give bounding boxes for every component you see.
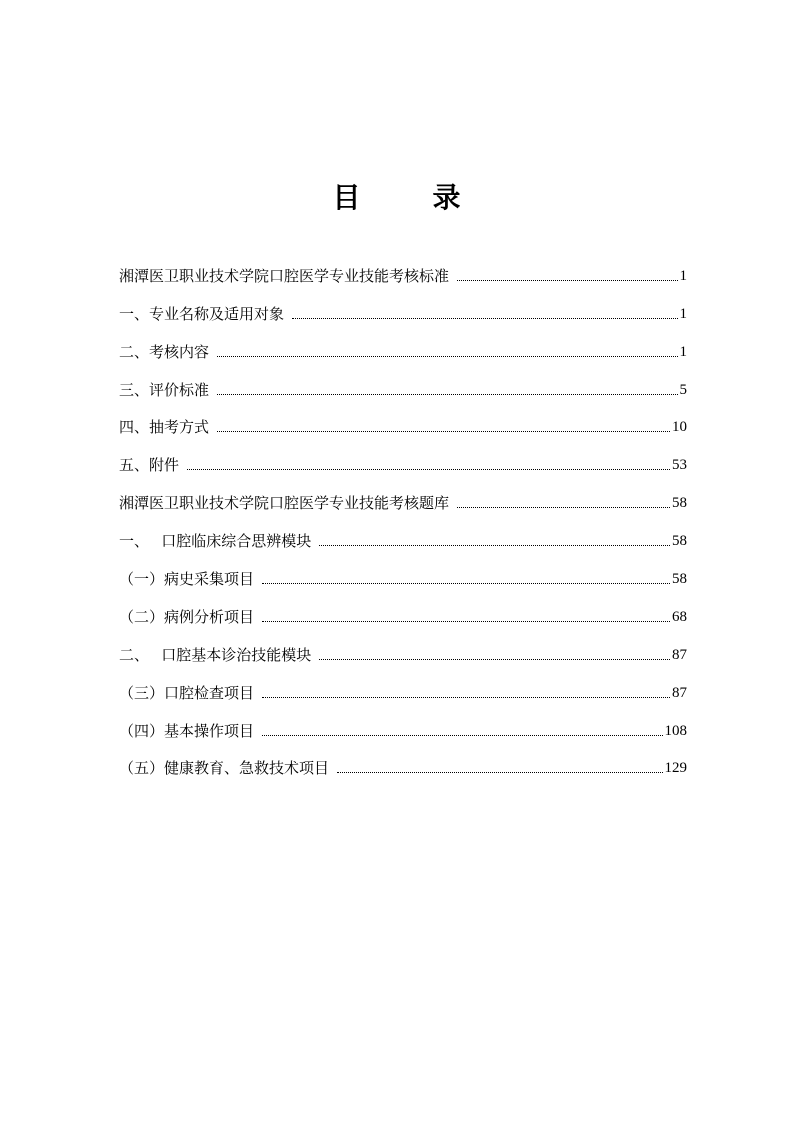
dot-leader (262, 697, 670, 698)
toc-entry-text: （二）病例分析项目 (119, 607, 255, 626)
toc-entry-text: 湘潭医卫职业技术学院口腔医学专业技能考核标准 (119, 266, 450, 285)
toc-page-number: 5 (679, 381, 687, 398)
toc-entry-text: 三、评价标准 (119, 380, 210, 399)
toc-entry-text: 二、考核内容 (119, 342, 210, 361)
toc-entry[interactable] (119, 253, 687, 291)
toc-entry[interactable] (119, 291, 687, 329)
dot-leader (457, 507, 670, 508)
toc-entry[interactable] (119, 405, 687, 443)
toc-entry-text: （一）病史采集项目 (119, 570, 255, 589)
dot-leader (292, 318, 677, 319)
toc-page-number: 87 (672, 684, 687, 701)
toc-page-number: 58 (672, 495, 687, 512)
toc-page-number: 58 (672, 571, 687, 588)
toc-entry[interactable] (119, 594, 687, 632)
dot-leader (262, 621, 670, 622)
toc-page-number: 53 (672, 457, 687, 474)
dot-leader (217, 431, 670, 432)
toc-entry-text: （三）口腔检查项目 (119, 683, 255, 702)
dot-leader (217, 394, 677, 395)
toc-entry-text: （四）基本操作项目 (119, 721, 255, 740)
toc-page-number: 129 (664, 760, 687, 777)
toc-title: 目 录 (332, 181, 483, 214)
toc-page-number: 10 (672, 419, 687, 436)
dot-leader (319, 545, 670, 546)
toc-page-number: 1 (679, 343, 687, 360)
dot-leader (217, 356, 677, 357)
toc-entry-text: 四、抽考方式 (119, 418, 210, 437)
toc-entry[interactable] (119, 670, 687, 708)
toc-entry[interactable] (119, 708, 687, 746)
toc-page-number: 68 (672, 608, 687, 625)
toc-entry[interactable] (119, 367, 687, 405)
toc-entry[interactable] (119, 329, 687, 367)
toc-entry[interactable] (119, 480, 687, 518)
dot-leader (319, 659, 670, 660)
toc-entry-text: 一、专业名称及适用对象 (119, 304, 285, 323)
toc-list (119, 253, 687, 783)
toc-entry[interactable] (119, 746, 687, 784)
toc-entry[interactable] (119, 442, 687, 480)
toc-page-number: 58 (672, 533, 687, 550)
toc-entry-text: 湘潭医卫职业技术学院口腔医学专业技能考核题库 (119, 494, 450, 513)
toc-entry[interactable] (119, 556, 687, 594)
dot-leader (457, 280, 677, 281)
dot-leader (337, 772, 662, 773)
toc-entry-text: 五、附件 (119, 456, 180, 475)
toc-entry[interactable] (119, 632, 687, 670)
toc-entry[interactable] (119, 518, 687, 556)
toc-page-number: 1 (679, 305, 687, 322)
toc-page-number: 1 (679, 267, 687, 284)
dot-leader (262, 583, 670, 584)
toc-entry-text: （五）健康教育、急救技术项目 (119, 759, 330, 778)
dot-leader (187, 469, 670, 470)
toc-page-number: 87 (672, 646, 687, 663)
toc-entry-text: 二、 口腔基本诊治技能模块 (119, 645, 312, 664)
toc-page-number: 108 (664, 722, 687, 739)
toc-entry-text: 一、 口腔临床综合思辨模块 (119, 532, 312, 551)
dot-leader (262, 735, 662, 736)
